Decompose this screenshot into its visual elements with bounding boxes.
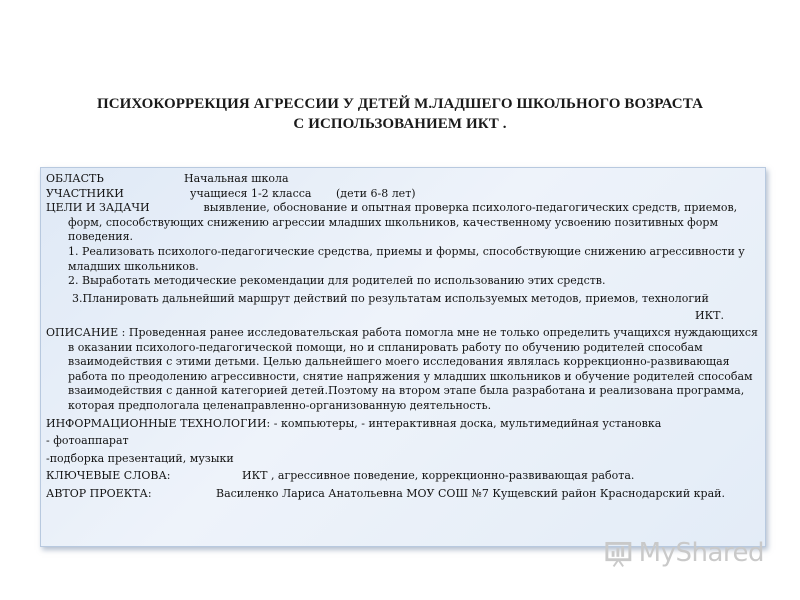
goals-label: ЦЕЛИ И ЗАДАЧИ (46, 201, 150, 215)
goals-item-2 (46, 274, 758, 289)
goals-text: выявление, обоснование и опытная проверка психолого-педагогических средств, приемов, форм, способствующих снижению агрессии младших школьников, качественному усвоению позитивных форм поведения. (68, 201, 738, 244)
participants-row (46, 187, 758, 202)
goals-item-1 (46, 245, 758, 274)
author-value: Василенко Лариса Анатольевна МОУ СОШ №7 Кущевский район Краснодарский край. (216, 486, 725, 500)
watermark-text: MyShared (638, 538, 764, 568)
area-value: Начальная школа (184, 172, 289, 185)
page-title-line-1: ПСИХОКОРРЕКЦИЯ АГРЕССИИ У ДЕТЕЙ М.ЛАДШЕГО ШКОЛЬНОГО ВОЗРАСТА (96, 96, 704, 112)
it-label: ИНФОРМАЦИОННЫЕ ТЕХНОЛОГИИ: (46, 416, 271, 430)
keywords-row (46, 469, 758, 484)
goals-item-1-text: 1. Реализовать психолого-педагогические средства, приемы и формы, способствующие снижению агрессивности у младших школьников. (68, 244, 745, 273)
keywords-label: КЛЮЧЕВЫЕ СЛОВА: (46, 469, 171, 483)
description-label: ОПИСАНИЕ : (46, 325, 126, 339)
page-title-line-2: С ИСПОЛЬЗОВАНИЕМ ИКТ . (293, 116, 507, 132)
page-title (0, 94, 800, 134)
goals-item-3-text: 3.Планировать дальнейший маршрут действий по результатам используемых методов, приемов, технологий (72, 291, 709, 305)
description-text: Проведенная ранее исследовательская работа помогла мне не только определить учащихся нуждающихся в оказании психолого-педагогической помощи, но и спланировать работу по обучению родителей способам взаимодействия с этими детьми. Целью дальнейшего моего исследования являлась коррекционно-развивающая работа по преодолению агрессивности, снятие напряжения у младших школьников и обучение родителей способам взаимодействия с данной категорией детей.Поэтому на втором этапе была разработана и реализована программа, которая предпологала целенаправленно-организованную деятельность. (68, 325, 758, 412)
it-value: - компьютеры, - интерактивная доска, мультимедийная установка (270, 416, 662, 430)
goals-item-3-end-text: ИКТ. (695, 309, 724, 323)
it-line-2 (46, 434, 758, 449)
it-line-2-text: - фотоаппарат (46, 434, 129, 448)
participants-label: УЧАСТНИКИ (46, 186, 124, 200)
area-label: ОБЛАСТЬ (46, 172, 104, 185)
participants-value: учащиеся 1-2 класса (190, 186, 312, 200)
participants-age: (дети 6-8 лет) (336, 186, 416, 200)
author-row (46, 487, 758, 502)
goals-item-3-end (46, 309, 758, 324)
description-row (46, 326, 758, 414)
area-row (46, 172, 758, 187)
keywords-value: ИКТ , агрессивное поведение, коррекционно-развивающая работа. (242, 469, 635, 483)
author-label: АВТОР ПРОЕКТА: (46, 486, 152, 500)
it-row (46, 417, 758, 432)
it-line-3 (46, 452, 758, 467)
presentation-icon (604, 537, 635, 569)
project-card (46, 172, 758, 501)
goals-row (46, 201, 758, 245)
it-line-3-text: -подборка презентаций, музыки (46, 451, 234, 465)
goals-item-3 (46, 292, 758, 307)
watermark-logo (604, 533, 764, 573)
goals-item-2-text: 2. Выработать методические рекомендации для родителей по использованию этих средств. (68, 274, 606, 288)
